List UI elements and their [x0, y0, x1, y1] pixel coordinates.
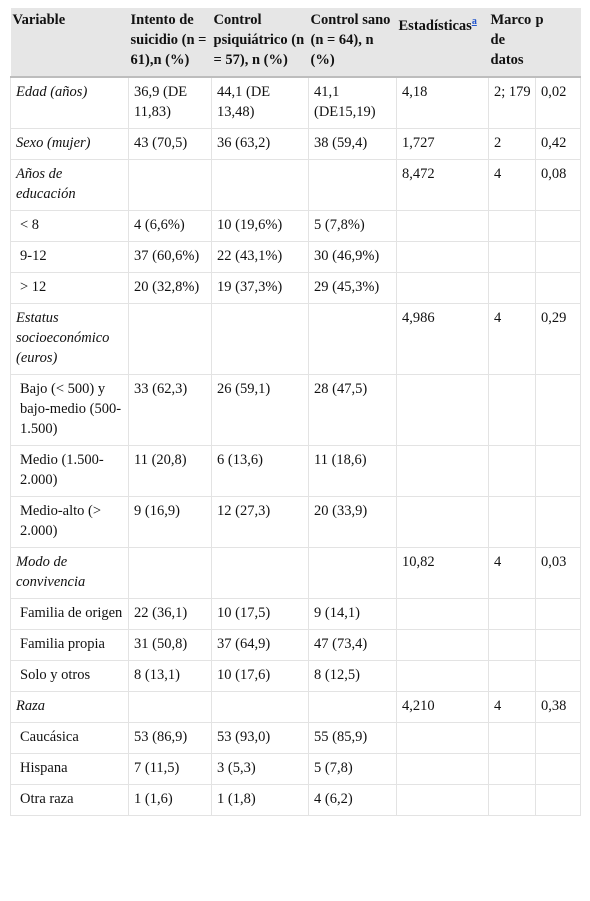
cell-estadisticas	[397, 375, 489, 446]
cell-intento: 1 (1,6)	[129, 785, 212, 816]
cell-marco	[489, 211, 536, 242]
table-container	[10, 8, 580, 816]
cell-estadisticas: 4,210	[397, 692, 489, 723]
cell-estadisticas	[397, 661, 489, 692]
cell-p	[536, 785, 581, 816]
cell-psiquiatrico: 10 (17,5)	[212, 599, 309, 630]
cell-psiquiatrico	[212, 692, 309, 723]
cell-variable: Medio-alto (> 2.000)	[11, 497, 129, 548]
cell-p	[536, 242, 581, 273]
cell-p: 0,08	[536, 160, 581, 211]
cell-estadisticas	[397, 446, 489, 497]
cell-estadisticas	[397, 273, 489, 304]
cell-intento	[129, 160, 212, 211]
cell-psiquiatrico: 19 (37,3%)	[212, 273, 309, 304]
cell-variable: Años de educación	[11, 160, 129, 211]
cell-p	[536, 661, 581, 692]
cell-psiquiatrico: 6 (13,6)	[212, 446, 309, 497]
footnote-a-link[interactable]: a	[471, 16, 477, 27]
cell-p: 0,42	[536, 129, 581, 160]
cell-variable: Caucásica	[11, 723, 129, 754]
cell-estadisticas: 4,18	[397, 77, 489, 129]
table-body	[11, 77, 581, 816]
table-row	[11, 599, 581, 630]
cell-intento	[129, 548, 212, 599]
cell-intento: 9 (16,9)	[129, 497, 212, 548]
cell-marco	[489, 273, 536, 304]
table-row	[11, 661, 581, 692]
cell-marco: 2	[489, 129, 536, 160]
cell-intento: 33 (62,3)	[129, 375, 212, 446]
cell-sano	[309, 160, 397, 211]
cell-sano: 55 (85,9)	[309, 723, 397, 754]
cell-marco	[489, 785, 536, 816]
cell-sano: 8 (12,5)	[309, 661, 397, 692]
cell-variable: Hispana	[11, 754, 129, 785]
cell-variable: Estatus socioeconómico (euros)	[11, 304, 129, 375]
cell-sano: 20 (33,9)	[309, 497, 397, 548]
cell-intento: 37 (60,6%)	[129, 242, 212, 273]
cell-marco: 4	[489, 692, 536, 723]
cell-sano: 30 (46,9%)	[309, 242, 397, 273]
cell-marco: 2; 179	[489, 77, 536, 129]
cell-estadisticas	[397, 497, 489, 548]
table-row	[11, 273, 581, 304]
cell-estadisticas	[397, 723, 489, 754]
cell-sano: 38 (59,4)	[309, 129, 397, 160]
cell-psiquiatrico: 26 (59,1)	[212, 375, 309, 446]
cell-variable: Edad (años)	[11, 77, 129, 129]
header-estadisticas	[397, 8, 489, 77]
table-header	[11, 8, 581, 77]
table-row	[11, 304, 581, 375]
cell-sano: 28 (47,5)	[309, 375, 397, 446]
cell-psiquiatrico: 10 (19,6%)	[212, 211, 309, 242]
cell-variable: Familia de origen	[11, 599, 129, 630]
cell-psiquiatrico: 36 (63,2)	[212, 129, 309, 160]
cell-intento: 43 (70,5)	[129, 129, 212, 160]
header-intento: Intento de suicidio (n = 61),n (%)	[129, 8, 212, 77]
cell-estadisticas: 8,472	[397, 160, 489, 211]
cell-marco: 4	[489, 160, 536, 211]
cell-variable: Modo de convivencia	[11, 548, 129, 599]
table-row	[11, 211, 581, 242]
cell-estadisticas	[397, 211, 489, 242]
cell-intento: 11 (20,8)	[129, 446, 212, 497]
cell-marco	[489, 630, 536, 661]
cell-p	[536, 446, 581, 497]
cell-marco	[489, 446, 536, 497]
table-row	[11, 692, 581, 723]
cell-p: 0,02	[536, 77, 581, 129]
cell-intento	[129, 692, 212, 723]
table-row	[11, 630, 581, 661]
header-variable: Variable	[11, 8, 129, 77]
header-p: p	[536, 8, 581, 77]
cell-estadisticas	[397, 785, 489, 816]
cell-psiquiatrico: 37 (64,9)	[212, 630, 309, 661]
cell-marco: 4	[489, 548, 536, 599]
cell-psiquiatrico: 12 (27,3)	[212, 497, 309, 548]
table-row	[11, 129, 581, 160]
table-row	[11, 77, 581, 129]
cell-marco	[489, 723, 536, 754]
cell-intento: 31 (50,8)	[129, 630, 212, 661]
cell-sano	[309, 548, 397, 599]
cell-marco	[489, 754, 536, 785]
cell-psiquiatrico	[212, 160, 309, 211]
cell-intento: 4 (6,6%)	[129, 211, 212, 242]
cell-psiquiatrico: 53 (93,0)	[212, 723, 309, 754]
cell-estadisticas	[397, 242, 489, 273]
cell-p	[536, 723, 581, 754]
cell-psiquiatrico: 10 (17,6)	[212, 661, 309, 692]
table-row	[11, 160, 581, 211]
cell-psiquiatrico	[212, 304, 309, 375]
cell-variable: Solo y otros	[11, 661, 129, 692]
cell-sano: 11 (18,6)	[309, 446, 397, 497]
table-row	[11, 242, 581, 273]
cell-marco: 4	[489, 304, 536, 375]
cell-intento: 8 (13,1)	[129, 661, 212, 692]
cell-estadisticas	[397, 630, 489, 661]
cell-psiquiatrico	[212, 548, 309, 599]
cell-marco	[489, 497, 536, 548]
cell-sano	[309, 304, 397, 375]
cell-estadisticas: 1,727	[397, 129, 489, 160]
cell-psiquiatrico: 1 (1,8)	[212, 785, 309, 816]
cell-p	[536, 211, 581, 242]
cell-estadisticas: 4,986	[397, 304, 489, 375]
header-marco: Marco de datos	[489, 8, 536, 77]
cell-variable: Familia propia	[11, 630, 129, 661]
cell-marco	[489, 375, 536, 446]
cell-estadisticas	[397, 599, 489, 630]
cell-p	[536, 497, 581, 548]
cell-variable: Otra raza	[11, 785, 129, 816]
cell-marco	[489, 661, 536, 692]
header-sano: Control sano (n = 64), n (%)	[309, 8, 397, 77]
cell-intento: 22 (36,1)	[129, 599, 212, 630]
cell-variable: Medio (1.500-2.000)	[11, 446, 129, 497]
cell-sano: 41,1 (DE15,19)	[309, 77, 397, 129]
cell-intento	[129, 304, 212, 375]
header-psiquiatrico: Control psiquiátrico (n = 57), n (%)	[212, 8, 309, 77]
cell-intento: 20 (32,8%)	[129, 273, 212, 304]
table-row	[11, 497, 581, 548]
cell-p	[536, 273, 581, 304]
table-row	[11, 785, 581, 816]
cell-p	[536, 375, 581, 446]
demographics-table	[10, 8, 581, 816]
cell-p	[536, 630, 581, 661]
cell-variable: 9-12	[11, 242, 129, 273]
cell-variable: Bajo (< 500) y bajo-medio (500-1.500)	[11, 375, 129, 446]
cell-marco	[489, 242, 536, 273]
cell-sano: 9 (14,1)	[309, 599, 397, 630]
cell-sano: 5 (7,8%)	[309, 211, 397, 242]
cell-sano: 29 (45,3%)	[309, 273, 397, 304]
cell-sano	[309, 692, 397, 723]
cell-p: 0,29	[536, 304, 581, 375]
cell-sano: 47 (73,4)	[309, 630, 397, 661]
cell-psiquiatrico: 22 (43,1%)	[212, 242, 309, 273]
cell-variable: > 12	[11, 273, 129, 304]
cell-p: 0,38	[536, 692, 581, 723]
cell-intento: 53 (86,9)	[129, 723, 212, 754]
cell-p	[536, 754, 581, 785]
table-row	[11, 446, 581, 497]
cell-variable: < 8	[11, 211, 129, 242]
cell-p: 0,03	[536, 548, 581, 599]
table-row	[11, 548, 581, 599]
cell-sano: 4 (6,2)	[309, 785, 397, 816]
cell-variable: Sexo (mujer)	[11, 129, 129, 160]
cell-estadisticas: 10,82	[397, 548, 489, 599]
cell-variable: Raza	[11, 692, 129, 723]
cell-psiquiatrico: 3 (5,3)	[212, 754, 309, 785]
header-estadisticas-label: Estadísticas	[398, 17, 472, 34]
cell-intento: 7 (11,5)	[129, 754, 212, 785]
cell-sano: 5 (7,8)	[309, 754, 397, 785]
cell-psiquiatrico: 44,1 (DE 13,48)	[212, 77, 309, 129]
cell-p	[536, 599, 581, 630]
table-row	[11, 754, 581, 785]
cell-estadisticas	[397, 754, 489, 785]
table-row	[11, 375, 581, 446]
cell-intento: 36,9 (DE 11,83)	[129, 77, 212, 129]
table-row	[11, 723, 581, 754]
cell-marco	[489, 599, 536, 630]
